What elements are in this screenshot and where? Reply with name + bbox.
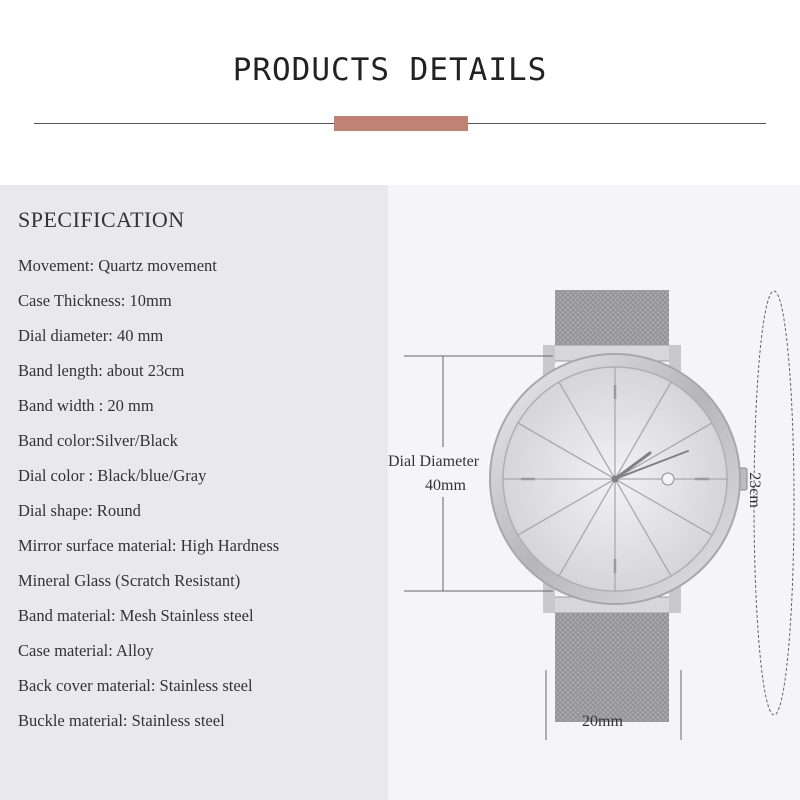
spec-item-mirror-surface: Mirror surface material: High Hardness <box>18 536 280 555</box>
band-width-label: 20mm <box>582 713 623 730</box>
spec-item-buckle: Buckle material: Stainless steel <box>18 711 225 730</box>
dial-diameter-label: Dial Diameter <box>388 453 480 470</box>
specification-panel <box>0 185 388 800</box>
spec-item-dial-shape: Dial shape: Round <box>18 501 141 520</box>
spec-item-movement: Movement: Quartz movement <box>18 256 217 275</box>
dial-diameter-value: 40mm <box>425 477 466 494</box>
hand-pivot <box>612 476 619 483</box>
date-window <box>662 473 674 485</box>
specification-list <box>18 255 279 745</box>
title-divider-accent <box>334 116 468 131</box>
spec-item-band-width: Band width : 20 mm <box>18 396 154 415</box>
page-title: PRODUCTS DETAILS <box>232 52 548 88</box>
spec-item-mineral-glass: Mineral Glass (Scratch Resistant) <box>18 571 241 590</box>
spec-item-band-material: Band material: Mesh Stainless steel <box>18 606 254 625</box>
specification-title: SPECIFICATION <box>18 207 185 232</box>
band-bottom <box>555 600 669 722</box>
header <box>0 0 800 185</box>
spec-item-case-material: Case material: Alloy <box>18 641 154 660</box>
band-length-label: 23cm <box>745 472 763 508</box>
spec-item-band-color: Band color:Silver/Black <box>18 431 178 450</box>
spec-item-case-thickness: Case Thickness: 10mm <box>18 291 172 310</box>
spec-item-dial-color: Dial color : Black/blue/Gray <box>18 466 207 485</box>
product-image-panel <box>388 185 800 800</box>
spec-item-band-length: Band length: about 23cm <box>18 361 185 380</box>
spec-item-back-cover: Back cover material: Stainless steel <box>18 676 253 695</box>
spec-item-dial-diameter: Dial diameter: 40 mm <box>18 326 164 345</box>
